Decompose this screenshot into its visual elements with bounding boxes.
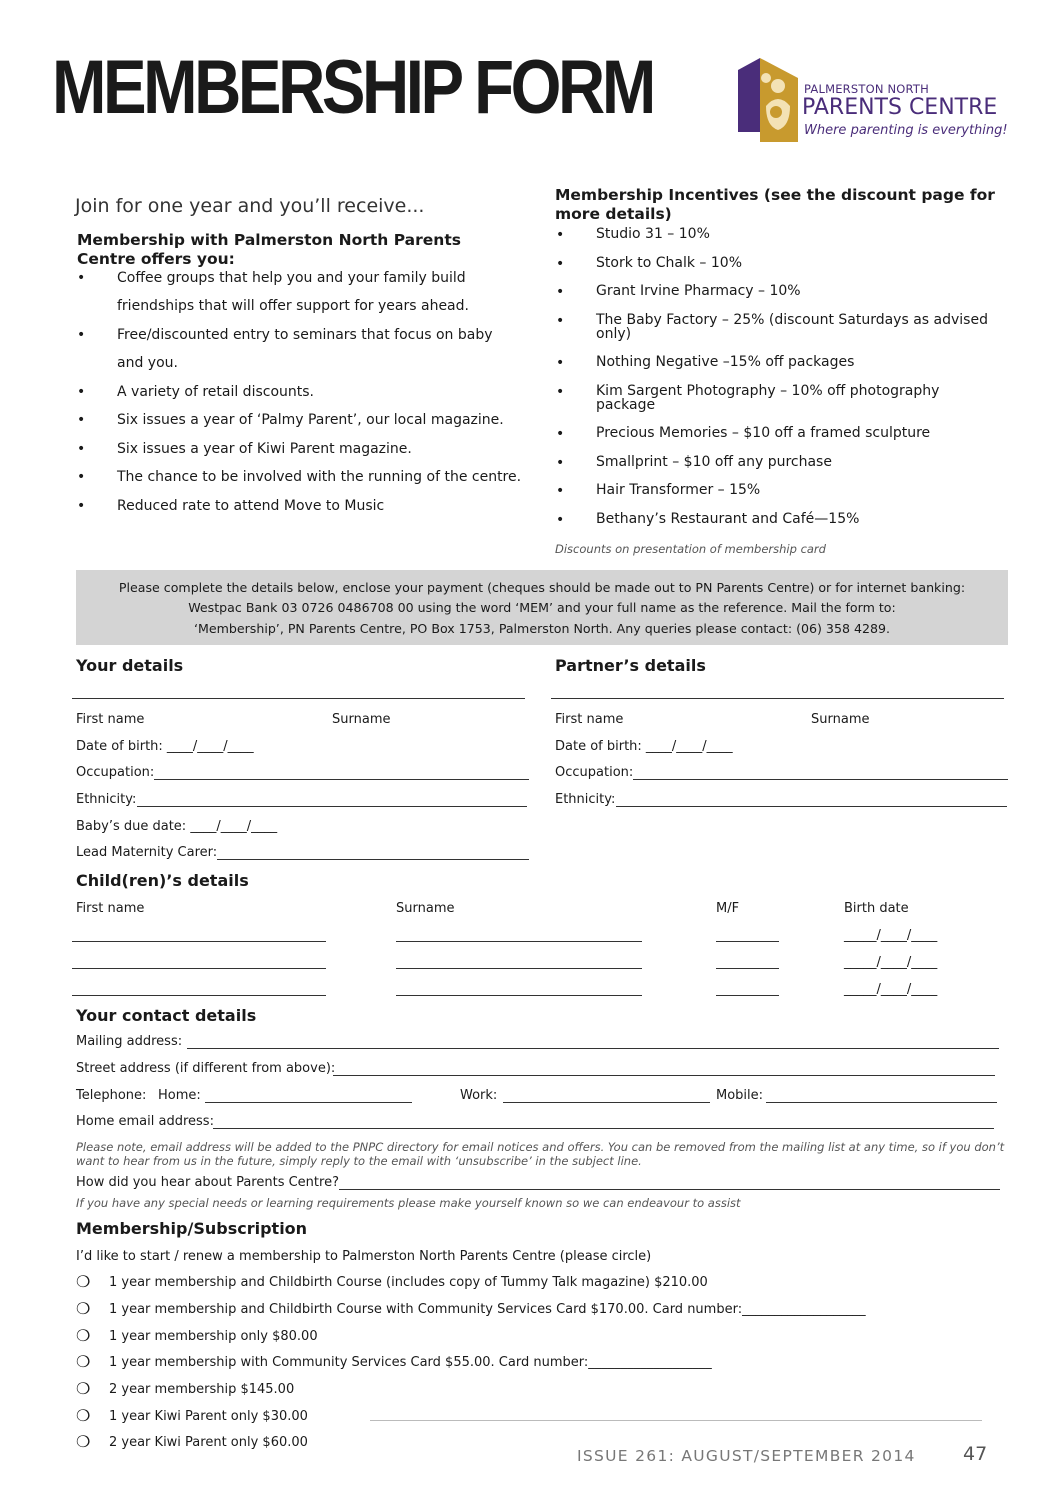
mobile-phone-field[interactable] xyxy=(766,1102,997,1103)
instructions-line: Please complete the details below, enclose your payment (cheques should be made out to PN Parents Centre) or for internet banking: xyxy=(118,580,966,595)
child-first-name-field[interactable] xyxy=(72,941,326,942)
partner-details-heading: Partner’s details xyxy=(555,656,706,675)
partner-ethnicity-field[interactable] xyxy=(616,806,1007,807)
first-name-label: First name xyxy=(76,712,145,727)
page-number: 47 xyxy=(963,1443,988,1465)
radio-circle-icon[interactable]: ❍ xyxy=(76,1299,91,1318)
partner-dob-field[interactable]: Date of birth: ____/____/____ xyxy=(555,739,733,754)
option-label: 1 year Kiwi Parent only $30.00 xyxy=(109,1409,308,1424)
occupation-field[interactable] xyxy=(154,779,529,780)
partner-first-name-label: First name xyxy=(555,712,624,727)
email-label: Home email address: xyxy=(76,1114,214,1129)
partner-occupation-field[interactable] xyxy=(633,779,1008,780)
ethnicity-label: Ethnicity: xyxy=(76,792,137,807)
telephone-label: Telephone: xyxy=(76,1088,147,1103)
lmc-label: Lead Maternity Carer: xyxy=(76,845,218,860)
street-label: Street address (if different from above): xyxy=(76,1061,336,1076)
option-label: 2 year membership $145.00 xyxy=(109,1382,295,1397)
issue-label: ISSUE 261: AUGUST/SEPTEMBER 2014 xyxy=(577,1447,916,1465)
option-label: 2 year Kiwi Parent only $60.00 xyxy=(109,1435,308,1450)
instructions-line: Westpac Bank 03 0726 0486708 00 using the word ‘MEM’ and your full name as the reference. Mail the form to: xyxy=(188,600,896,615)
children-heading: Child(ren)’s details xyxy=(76,871,249,890)
child-surname-field[interactable] xyxy=(396,995,642,996)
child-mf-header: M/F xyxy=(716,901,740,916)
logo-tagline: Where parenting is everything! xyxy=(804,123,1008,138)
child-surname-header: Surname xyxy=(396,901,455,916)
membership-intro: I’d like to start / renew a membership to Palmerston North Parents Centre (please circle) xyxy=(76,1249,652,1264)
discount-note: Discounts on presentation of membership card xyxy=(555,542,826,556)
instructions-box xyxy=(76,570,1008,645)
option-label: 1 year membership and Childbirth Course (includes copy of Tummy Talk magazine) $210.00 xyxy=(109,1275,708,1290)
mailing-field[interactable] xyxy=(187,1048,999,1049)
lmc-field[interactable] xyxy=(217,859,529,860)
intro-text: Join for one year and you’ll receive... xyxy=(75,195,425,217)
option-label: 1 year membership with Community Services Card $55.00. Card number:___________________ xyxy=(109,1355,712,1370)
email-field[interactable] xyxy=(213,1128,994,1129)
your-name-field[interactable] xyxy=(72,698,525,699)
radio-circle-icon[interactable]: ❍ xyxy=(76,1406,91,1425)
footer-divider xyxy=(370,1420,982,1421)
home-phone-field[interactable] xyxy=(205,1102,412,1103)
partner-occupation-label: Occupation: xyxy=(555,765,634,780)
surname-label: Surname xyxy=(332,712,391,727)
logo-line2: PARENTS CENTRE xyxy=(802,95,998,120)
child-birth-field[interactable]: _____/____/____ xyxy=(844,928,938,943)
option-label: 1 year membership and Childbirth Course with Community Services Card $170.00. Card number:___________________ xyxy=(109,1302,866,1317)
logo-line1: PALMERSTON NORTH xyxy=(804,82,929,96)
child-first-name-field[interactable] xyxy=(72,968,326,969)
partner-ethnicity-label: Ethnicity: xyxy=(555,792,616,807)
street-field[interactable] xyxy=(333,1075,995,1076)
due-date-field[interactable]: Baby’s due date: ____/____/____ xyxy=(76,819,278,834)
page-title: MEMBERSHIP FORM xyxy=(52,45,653,130)
occupation-label: Occupation: xyxy=(76,765,155,780)
child-surname-field[interactable] xyxy=(396,941,642,942)
child-first-name-header: First name xyxy=(76,901,145,916)
child-mf-field[interactable] xyxy=(716,995,779,996)
home-phone-label: Home: xyxy=(158,1088,201,1103)
radio-circle-icon[interactable]: ❍ xyxy=(76,1352,91,1371)
benefits-heading: Membership with Palmerston North Parents Centre offers you: xyxy=(77,231,461,268)
radio-circle-icon[interactable]: ❍ xyxy=(76,1272,91,1291)
partner-surname-label: Surname xyxy=(811,712,870,727)
child-birth-field[interactable]: _____/____/____ xyxy=(844,982,938,997)
partner-name-field[interactable] xyxy=(551,698,1004,699)
incentives-heading: Membership Incentives (see the discount page for more details) xyxy=(555,186,995,223)
child-first-name-field[interactable] xyxy=(72,995,326,996)
radio-circle-icon[interactable]: ❍ xyxy=(76,1379,91,1398)
work-phone-label: Work: xyxy=(460,1088,498,1103)
hear-label: How did you hear about Parents Centre? xyxy=(76,1175,339,1190)
child-birth-header: Birth date xyxy=(844,901,909,916)
dob-field[interactable]: Date of birth: ____/____/____ xyxy=(76,739,254,754)
contact-heading: Your contact details xyxy=(76,1006,257,1025)
your-details-heading: Your details xyxy=(76,656,184,675)
child-surname-field[interactable] xyxy=(396,968,642,969)
radio-circle-icon[interactable]: ❍ xyxy=(76,1326,91,1345)
hear-field[interactable] xyxy=(339,1189,1000,1190)
child-mf-field[interactable] xyxy=(716,941,779,942)
work-phone-field[interactable] xyxy=(503,1102,710,1103)
option-label: 1 year membership only $80.00 xyxy=(109,1329,318,1344)
needs-note: If you have any special needs or learning requirements please make yourself known so we can endeavour to assist xyxy=(76,1196,741,1210)
child-mf-field[interactable] xyxy=(716,968,779,969)
instructions-line: ‘Membership’, PN Parents Centre, PO Box 1753, Palmerston North. Any queries please contact: (06) 358 4289. xyxy=(193,621,891,636)
mailing-label: Mailing address: xyxy=(76,1034,183,1049)
email-note: Please note, email address will be added to the PNPC directory for email notices and offers. You can be removed from the mailing list at any time, so if you don’t want to hear from us in the future, simply reply to the email with ‘unsubscribe’ in the subject line. xyxy=(76,1140,1005,1168)
logo-mark-icon xyxy=(736,56,800,144)
child-birth-field[interactable]: _____/____/____ xyxy=(844,955,938,970)
mobile-phone-label: Mobile: xyxy=(716,1088,764,1103)
ethnicity-field[interactable] xyxy=(137,806,527,807)
radio-circle-icon[interactable]: ❍ xyxy=(76,1432,91,1451)
membership-heading: Membership/Subscription xyxy=(76,1219,308,1238)
